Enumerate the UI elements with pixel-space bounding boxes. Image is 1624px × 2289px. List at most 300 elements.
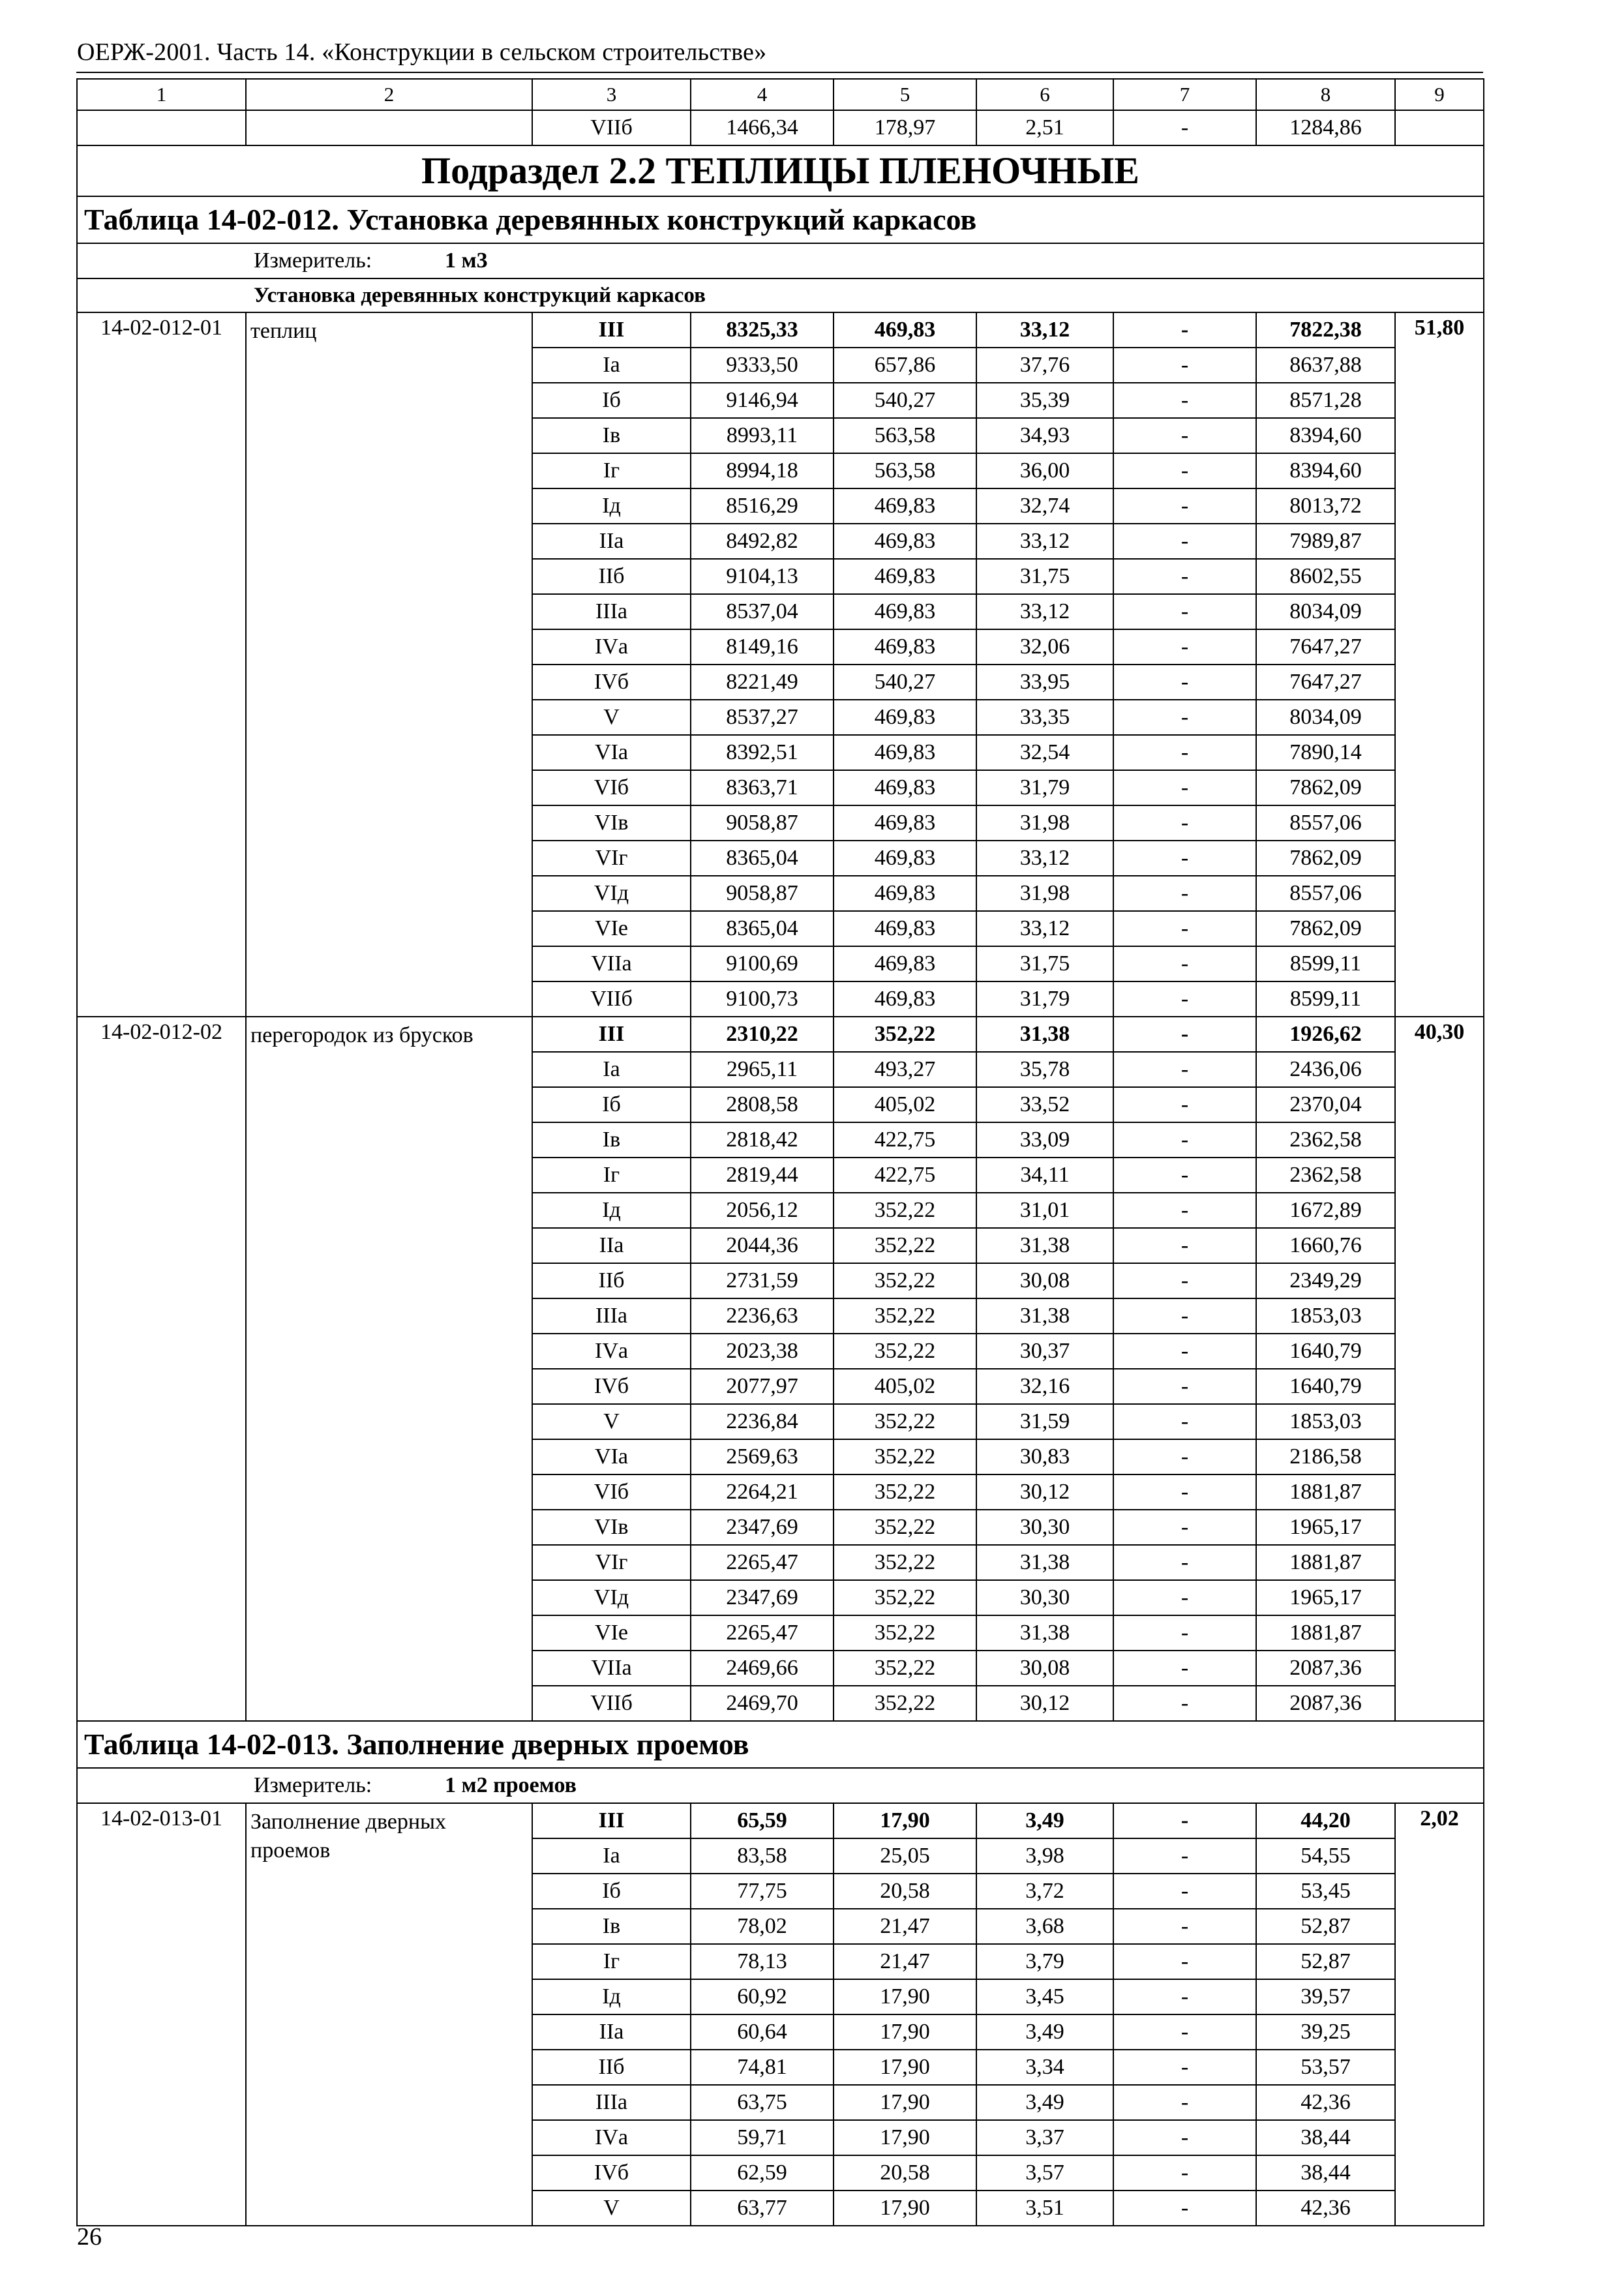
value-cell: 63,77: [691, 2191, 834, 2226]
value-cell: 352,22: [834, 1334, 976, 1369]
zone-cell: VIе: [532, 911, 691, 946]
value-cell: 31,38: [976, 1545, 1113, 1580]
zone-cell: IVа: [532, 2120, 691, 2155]
zone-cell: IIб: [532, 559, 691, 594]
value-cell: 8557,06: [1256, 805, 1395, 841]
value-cell: 1466,34: [691, 110, 834, 145]
value-cell: 1926,62: [1256, 1017, 1395, 1052]
value-cell: 60,64: [691, 2014, 834, 2050]
value-cell: 2362,58: [1256, 1122, 1395, 1158]
value-cell: 33,95: [976, 665, 1113, 700]
value-cell: -: [1113, 1052, 1256, 1087]
value-cell: 31,79: [976, 770, 1113, 805]
column-number: 2: [246, 79, 532, 110]
zone-cell: VIIб: [532, 1686, 691, 1721]
rate-code: 14-02-013-01: [77, 1803, 246, 2226]
value-cell: 469,83: [834, 559, 976, 594]
value-cell: 2044,36: [691, 1228, 834, 1263]
zone-cell: VIIб: [532, 981, 691, 1017]
column-number-row: [77, 79, 1484, 110]
column-number: 5: [834, 79, 976, 110]
value-cell: 405,02: [834, 1087, 976, 1122]
value-cell: 2808,58: [691, 1087, 834, 1122]
value-cell: 8537,27: [691, 700, 834, 735]
value-cell: 7647,27: [1256, 665, 1395, 700]
value-cell: -: [1113, 2014, 1256, 2050]
value-cell: -: [1113, 1615, 1256, 1651]
value-cell: 178,97: [834, 110, 976, 145]
zone-cell: Iа: [532, 1838, 691, 1874]
value-cell: 30,08: [976, 1263, 1113, 1298]
value-cell: 63,75: [691, 2085, 834, 2120]
table-row: [77, 1017, 1484, 1052]
column-number: 6: [976, 79, 1113, 110]
value-cell: 493,27: [834, 1052, 976, 1087]
value-cell: -: [1113, 1651, 1256, 1686]
zone-cell: VIа: [532, 1439, 691, 1474]
table-title: Таблица 14-02-013. Заполнение дверных проемов: [77, 1721, 1484, 1768]
value-cell: 2569,63: [691, 1439, 834, 1474]
value-cell: 8516,29: [691, 488, 834, 524]
labor-cost: 2,02: [1395, 1803, 1484, 2226]
value-cell: 1965,17: [1256, 1580, 1395, 1615]
value-cell: 469,83: [834, 805, 976, 841]
value-cell: 17,90: [834, 2191, 976, 2226]
measure-cell: [77, 1768, 1484, 1803]
value-cell: -: [1113, 629, 1256, 665]
zone-cell: IVб: [532, 1369, 691, 1404]
empty-cell: [1395, 110, 1484, 145]
value-cell: 7862,09: [1256, 770, 1395, 805]
empty-cell: [77, 110, 246, 145]
table-row: [77, 1803, 1484, 1838]
value-cell: 469,83: [834, 488, 976, 524]
value-cell: 469,83: [834, 841, 976, 876]
zone-cell: IIа: [532, 2014, 691, 2050]
value-cell: 7862,09: [1256, 911, 1395, 946]
value-cell: 20,58: [834, 1874, 976, 1909]
value-cell: 469,83: [834, 876, 976, 911]
zone-cell: Iа: [532, 348, 691, 383]
value-cell: 3,49: [976, 2014, 1113, 2050]
value-cell: 21,47: [834, 1909, 976, 1944]
value-cell: 3,79: [976, 1944, 1113, 1979]
value-cell: 17,90: [834, 1979, 976, 2014]
value-cell: -: [1113, 2155, 1256, 2191]
value-cell: -: [1113, 312, 1256, 348]
value-cell: 30,08: [976, 1651, 1113, 1686]
value-cell: -: [1113, 1404, 1256, 1439]
value-cell: 8599,11: [1256, 946, 1395, 981]
value-cell: 33,12: [976, 841, 1113, 876]
rate-code: 14-02-012-02: [77, 1017, 246, 1721]
value-cell: -: [1113, 1122, 1256, 1158]
value-cell: 352,22: [834, 1193, 976, 1228]
zone-cell: Iд: [532, 1193, 691, 1228]
value-cell: 2236,63: [691, 1298, 834, 1334]
value-cell: 31,38: [976, 1228, 1113, 1263]
value-cell: 1640,79: [1256, 1369, 1395, 1404]
value-cell: 2362,58: [1256, 1158, 1395, 1193]
value-cell: 3,68: [976, 1909, 1113, 1944]
value-cell: 31,38: [976, 1298, 1113, 1334]
value-cell: -: [1113, 1017, 1256, 1052]
value-cell: 1672,89: [1256, 1193, 1395, 1228]
value-cell: -: [1113, 1087, 1256, 1122]
zone-cell: VIIб: [532, 110, 691, 145]
value-cell: 9058,87: [691, 876, 834, 911]
value-cell: 2310,22: [691, 1017, 834, 1052]
value-cell: 2436,06: [1256, 1052, 1395, 1087]
value-cell: 2,51: [976, 110, 1113, 145]
value-cell: 469,83: [834, 594, 976, 629]
value-cell: 2347,69: [691, 1580, 834, 1615]
zone-cell: VIа: [532, 735, 691, 770]
value-cell: 3,49: [976, 2085, 1113, 2120]
value-cell: 65,59: [691, 1803, 834, 1838]
zone-cell: Iг: [532, 1944, 691, 1979]
value-cell: 34,11: [976, 1158, 1113, 1193]
value-cell: 352,22: [834, 1439, 976, 1474]
page-number: 26: [77, 2223, 102, 2251]
value-cell: 563,58: [834, 453, 976, 488]
subsection-row: [77, 145, 1484, 196]
zone-cell: IIIа: [532, 1298, 691, 1334]
value-cell: -: [1113, 1979, 1256, 2014]
value-cell: 2023,38: [691, 1334, 834, 1369]
zone-cell: VIд: [532, 876, 691, 911]
value-cell: 54,55: [1256, 1838, 1395, 1874]
value-cell: 1881,87: [1256, 1615, 1395, 1651]
value-cell: -: [1113, 981, 1256, 1017]
value-cell: 469,83: [834, 981, 976, 1017]
value-cell: -: [1113, 1909, 1256, 1944]
value-cell: 8557,06: [1256, 876, 1395, 911]
value-cell: -: [1113, 1944, 1256, 1979]
value-cell: 2265,47: [691, 1545, 834, 1580]
value-cell: 8013,72: [1256, 488, 1395, 524]
zone-cell: VIв: [532, 1510, 691, 1545]
value-cell: 8637,88: [1256, 348, 1395, 383]
zone-cell: Iа: [532, 1052, 691, 1087]
value-cell: -: [1113, 559, 1256, 594]
value-cell: 2236,84: [691, 1404, 834, 1439]
value-cell: -: [1113, 2050, 1256, 2085]
value-cell: 469,83: [834, 735, 976, 770]
value-cell: 31,38: [976, 1615, 1113, 1651]
value-cell: 30,12: [976, 1474, 1113, 1510]
value-cell: -: [1113, 1838, 1256, 1874]
value-cell: -: [1113, 1686, 1256, 1721]
value-cell: 25,05: [834, 1838, 976, 1874]
value-cell: 3,45: [976, 1979, 1113, 2014]
value-cell: 2347,69: [691, 1510, 834, 1545]
zone-cell: Iв: [532, 418, 691, 453]
value-cell: 8365,04: [691, 841, 834, 876]
value-cell: 52,87: [1256, 1909, 1395, 1944]
value-cell: 38,44: [1256, 2120, 1395, 2155]
measure-label: Измеритель:: [254, 1773, 372, 1797]
value-cell: 33,12: [976, 911, 1113, 946]
zone-cell: IIа: [532, 524, 691, 559]
value-cell: 62,59: [691, 2155, 834, 2191]
value-cell: 1284,86: [1256, 110, 1395, 145]
subsection-title: Подраздел 2.2 ТЕПЛИЦЫ ПЛЕНОЧНЫЕ: [77, 145, 1484, 196]
value-cell: 32,16: [976, 1369, 1113, 1404]
value-cell: 30,83: [976, 1439, 1113, 1474]
value-cell: 2087,36: [1256, 1651, 1395, 1686]
measure-row: [77, 243, 1484, 278]
value-cell: 39,25: [1256, 2014, 1395, 2050]
value-cell: 352,22: [834, 1510, 976, 1545]
value-cell: 3,49: [976, 1803, 1113, 1838]
value-cell: 59,71: [691, 2120, 834, 2155]
zone-cell: IVб: [532, 665, 691, 700]
value-cell: 37,76: [976, 348, 1113, 383]
value-cell: 17,90: [834, 2050, 976, 2085]
value-cell: 352,22: [834, 1404, 976, 1439]
column-number: 1: [77, 79, 246, 110]
value-cell: 8365,04: [691, 911, 834, 946]
value-cell: -: [1113, 1545, 1256, 1580]
zone-cell: IVа: [532, 1334, 691, 1369]
value-cell: 52,87: [1256, 1944, 1395, 1979]
measure-cell: [77, 243, 1484, 278]
zone-cell: IIIа: [532, 2085, 691, 2120]
value-cell: 8571,28: [1256, 383, 1395, 418]
measure-value: 1 м2 проемов: [445, 1773, 577, 1797]
value-cell: -: [1113, 594, 1256, 629]
value-cell: 352,22: [834, 1298, 976, 1334]
value-cell: 31,38: [976, 1017, 1113, 1052]
value-cell: -: [1113, 1474, 1256, 1510]
zone-cell: Iг: [532, 453, 691, 488]
value-cell: 3,57: [976, 2155, 1113, 2191]
value-cell: -: [1113, 2120, 1256, 2155]
value-cell: 8325,33: [691, 312, 834, 348]
value-cell: 36,00: [976, 453, 1113, 488]
value-cell: 9100,73: [691, 981, 834, 1017]
rates-table: [76, 78, 1484, 2226]
value-cell: 3,51: [976, 2191, 1113, 2226]
zone-cell: VIе: [532, 1615, 691, 1651]
value-cell: 1881,87: [1256, 1545, 1395, 1580]
value-cell: 3,72: [976, 1874, 1113, 1909]
value-cell: 9333,50: [691, 348, 834, 383]
column-number: 9: [1395, 79, 1484, 110]
value-cell: 30,37: [976, 1334, 1113, 1369]
value-cell: 7862,09: [1256, 841, 1395, 876]
table-title-row: [77, 1721, 1484, 1768]
value-cell: 8363,71: [691, 770, 834, 805]
value-cell: 3,34: [976, 2050, 1113, 2085]
value-cell: -: [1113, 1228, 1256, 1263]
measure-value: 1 м3: [445, 248, 488, 273]
value-cell: -: [1113, 1874, 1256, 1909]
zone-cell: Iв: [532, 1122, 691, 1158]
zone-cell: VIб: [532, 770, 691, 805]
value-cell: -: [1113, 524, 1256, 559]
zone-cell: IIIа: [532, 594, 691, 629]
value-cell: 39,57: [1256, 1979, 1395, 2014]
value-cell: -: [1113, 946, 1256, 981]
zone-cell: VIIа: [532, 1651, 691, 1686]
value-cell: 8394,60: [1256, 418, 1395, 453]
labor-cost: 51,80: [1395, 312, 1484, 1017]
group-title: Установка деревянных конструкций каркасов: [77, 278, 1484, 312]
measure-label: Измеритель:: [254, 248, 372, 273]
value-cell: -: [1113, 876, 1256, 911]
value-cell: 77,75: [691, 1874, 834, 1909]
value-cell: 352,22: [834, 1263, 976, 1298]
zone-cell: Iд: [532, 488, 691, 524]
value-cell: 7989,87: [1256, 524, 1395, 559]
value-cell: -: [1113, 1158, 1256, 1193]
zone-cell: IIб: [532, 2050, 691, 2085]
table-title-row: [77, 196, 1484, 243]
value-cell: 9100,69: [691, 946, 834, 981]
value-cell: 352,22: [834, 1474, 976, 1510]
value-cell: 17,90: [834, 2085, 976, 2120]
value-cell: -: [1113, 383, 1256, 418]
value-cell: 422,75: [834, 1122, 976, 1158]
value-cell: 8034,09: [1256, 594, 1395, 629]
zone-cell: Iб: [532, 383, 691, 418]
value-cell: 74,81: [691, 2050, 834, 2085]
value-cell: -: [1113, 841, 1256, 876]
zone-cell: III: [532, 1017, 691, 1052]
value-cell: 34,93: [976, 418, 1113, 453]
value-cell: -: [1113, 453, 1256, 488]
zone-cell: VIг: [532, 1545, 691, 1580]
value-cell: 60,92: [691, 1979, 834, 2014]
value-cell: 352,22: [834, 1017, 976, 1052]
value-cell: 30,12: [976, 1686, 1113, 1721]
value-cell: 9104,13: [691, 559, 834, 594]
value-cell: 469,83: [834, 524, 976, 559]
value-cell: 53,45: [1256, 1874, 1395, 1909]
value-cell: 2077,97: [691, 1369, 834, 1404]
page-header: ОЕРЖ-2001. Часть 14. «Конструкции в сельском строительстве»: [77, 38, 767, 66]
value-cell: 3,37: [976, 2120, 1113, 2155]
value-cell: 83,58: [691, 1838, 834, 1874]
value-cell: 31,01: [976, 1193, 1113, 1228]
value-cell: 78,13: [691, 1944, 834, 1979]
value-cell: 33,12: [976, 312, 1113, 348]
value-cell: -: [1113, 418, 1256, 453]
zone-cell: III: [532, 312, 691, 348]
value-cell: 78,02: [691, 1909, 834, 1944]
carry-over-row: [77, 110, 1484, 145]
value-cell: 422,75: [834, 1158, 976, 1193]
zone-cell: VIIа: [532, 946, 691, 981]
value-cell: 35,78: [976, 1052, 1113, 1087]
value-cell: -: [1113, 1369, 1256, 1404]
header-rule: [76, 72, 1483, 73]
value-cell: 405,02: [834, 1369, 976, 1404]
value-cell: 2186,58: [1256, 1439, 1395, 1474]
zone-cell: V: [532, 2191, 691, 2226]
value-cell: 540,27: [834, 383, 976, 418]
value-cell: 31,75: [976, 559, 1113, 594]
value-cell: 2349,29: [1256, 1263, 1395, 1298]
measure-wrap: [78, 250, 1479, 272]
value-cell: -: [1113, 1334, 1256, 1369]
value-cell: 30,30: [976, 1510, 1113, 1545]
work-name: перегородок из брусков: [246, 1017, 532, 1721]
value-cell: 8149,16: [691, 629, 834, 665]
value-cell: 8994,18: [691, 453, 834, 488]
zone-cell: VIб: [532, 1474, 691, 1510]
value-cell: -: [1113, 110, 1256, 145]
value-cell: -: [1113, 770, 1256, 805]
value-cell: 8392,51: [691, 735, 834, 770]
value-cell: 7647,27: [1256, 629, 1395, 665]
value-cell: 2265,47: [691, 1615, 834, 1651]
value-cell: 44,20: [1256, 1803, 1395, 1838]
value-cell: 33,35: [976, 700, 1113, 735]
value-cell: -: [1113, 1803, 1256, 1838]
value-cell: -: [1113, 1298, 1256, 1334]
value-cell: 352,22: [834, 1228, 976, 1263]
column-number: 7: [1113, 79, 1256, 110]
value-cell: 35,39: [976, 383, 1113, 418]
zone-cell: III: [532, 1803, 691, 1838]
value-cell: -: [1113, 700, 1256, 735]
value-cell: 469,83: [834, 700, 976, 735]
zone-cell: V: [532, 1404, 691, 1439]
measure-row: [77, 1768, 1484, 1803]
value-cell: 8221,49: [691, 665, 834, 700]
value-cell: 2370,04: [1256, 1087, 1395, 1122]
value-cell: 33,12: [976, 594, 1113, 629]
value-cell: 352,22: [834, 1580, 976, 1615]
rate-code: 14-02-012-01: [77, 312, 246, 1017]
value-cell: -: [1113, 488, 1256, 524]
value-cell: 33,09: [976, 1122, 1113, 1158]
value-cell: 1853,03: [1256, 1404, 1395, 1439]
value-cell: 2819,44: [691, 1158, 834, 1193]
value-cell: 20,58: [834, 2155, 976, 2191]
value-cell: -: [1113, 2191, 1256, 2226]
value-cell: 42,36: [1256, 2085, 1395, 2120]
value-cell: 1853,03: [1256, 1298, 1395, 1334]
column-number: 3: [532, 79, 691, 110]
value-cell: 3,98: [976, 1838, 1113, 1874]
value-cell: 352,22: [834, 1615, 976, 1651]
value-cell: -: [1113, 665, 1256, 700]
value-cell: 7890,14: [1256, 735, 1395, 770]
labor-cost: 40,30: [1395, 1017, 1484, 1721]
empty-cell: [246, 110, 532, 145]
zone-cell: IIб: [532, 1263, 691, 1298]
value-cell: 2818,42: [691, 1122, 834, 1158]
value-cell: 31,79: [976, 981, 1113, 1017]
value-cell: 469,83: [834, 629, 976, 665]
value-cell: 540,27: [834, 665, 976, 700]
zone-cell: Iд: [532, 1979, 691, 2014]
value-cell: 8602,55: [1256, 559, 1395, 594]
value-cell: 9146,94: [691, 383, 834, 418]
zone-cell: IVа: [532, 629, 691, 665]
table-title: Таблица 14-02-012. Установка деревянных конструкций каркасов: [77, 196, 1484, 243]
value-cell: 352,22: [834, 1651, 976, 1686]
zone-cell: Iв: [532, 1909, 691, 1944]
value-cell: 352,22: [834, 1545, 976, 1580]
value-cell: 2731,59: [691, 1263, 834, 1298]
zone-cell: VIг: [532, 841, 691, 876]
value-cell: 31,98: [976, 805, 1113, 841]
